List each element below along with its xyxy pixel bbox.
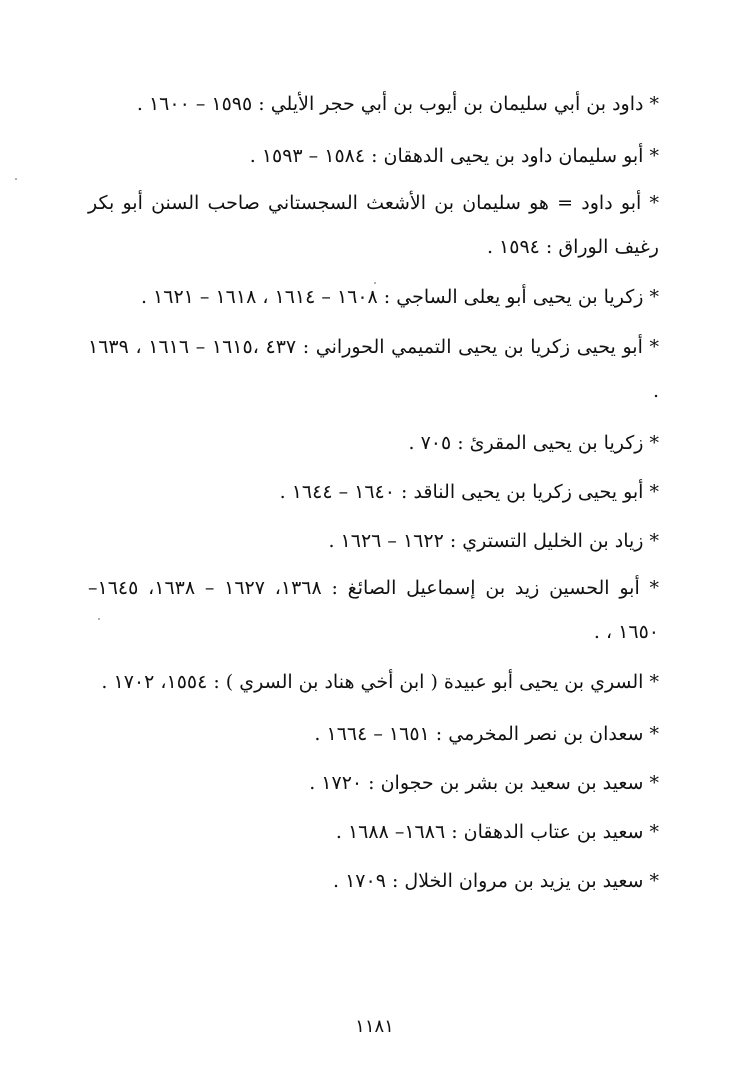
index-entry: * سعيد بن عتاب الدهقان : ١٦٨٦– ١٦٨٨ . (335, 821, 659, 843)
index-entry: * سعيد بن سعيد بن بشر بن حجوان : ١٧٢٠ . (309, 772, 659, 794)
index-entry: * أبو الحسين زيد بن إسماعيل الصائغ : ١٣٦٨، ١٦٢٧ – ١٦٣٨، ١٦٤٥– ١٦٥٠ ، . (88, 577, 659, 643)
index-entry: * سعدان بن نصر المخرمي : ١٦٥١ – ١٦٦٤ . (314, 723, 659, 745)
index-entry: * زكريا بن يحيى أبو يعلى الساجي : ١٦٠٨ – ١٦١٤ ، ١٦١٨ – ١٦٢١ . (140, 286, 659, 308)
index-entry: * أبو داود = هو سليمان بن الأشعث السجستاني صاحب السنن أبو بكر رغيف الوراق : ١٥٩٤ . (88, 192, 659, 258)
index-entries (88, 82, 659, 906)
scan-speck (374, 282, 376, 284)
index-entry: * السري بن يحيى أبو عبيدة ( ابن أخي هناد بن السري ) : ١٥٥٤، ١٧٠٢ . (101, 671, 659, 693)
index-entry: * زياد بن الخليل التستري : ١٦٢٢ – ١٦٢٦ . (328, 530, 659, 552)
index-entry: * داود بن أبي سليمان بن أيوب بن أبي حجر الأيلي : ١٥٩٥ – ١٦٠٠ . (136, 93, 659, 115)
index-entry: * أبو يحيى زكريا بن يحيى الناقد : ١٦٤٠ – ١٦٤٤ . (279, 481, 659, 503)
scan-speck (15, 178, 17, 180)
index-entry: * أبو سليمان داود بن يحيى الدهقان : ١٥٨٤ – ١٥٩٣ . (249, 145, 659, 167)
index-entry: * أبو يحيى زكريا بن يحيى التميمي الحوراني : ٤٣٧ ،١٦١٥ – ١٦١٦ ، ١٦٣٩ . (88, 336, 660, 402)
scan-speck (98, 618, 100, 620)
page-number: ١١٨١ (355, 1016, 394, 1037)
index-entry: * سعيد بن يزيد بن مروان الخلال : ١٧٠٩ . (332, 870, 659, 892)
index-entry: * زكريا بن يحيى المقرئ : ٧٠٥ . (408, 432, 659, 454)
